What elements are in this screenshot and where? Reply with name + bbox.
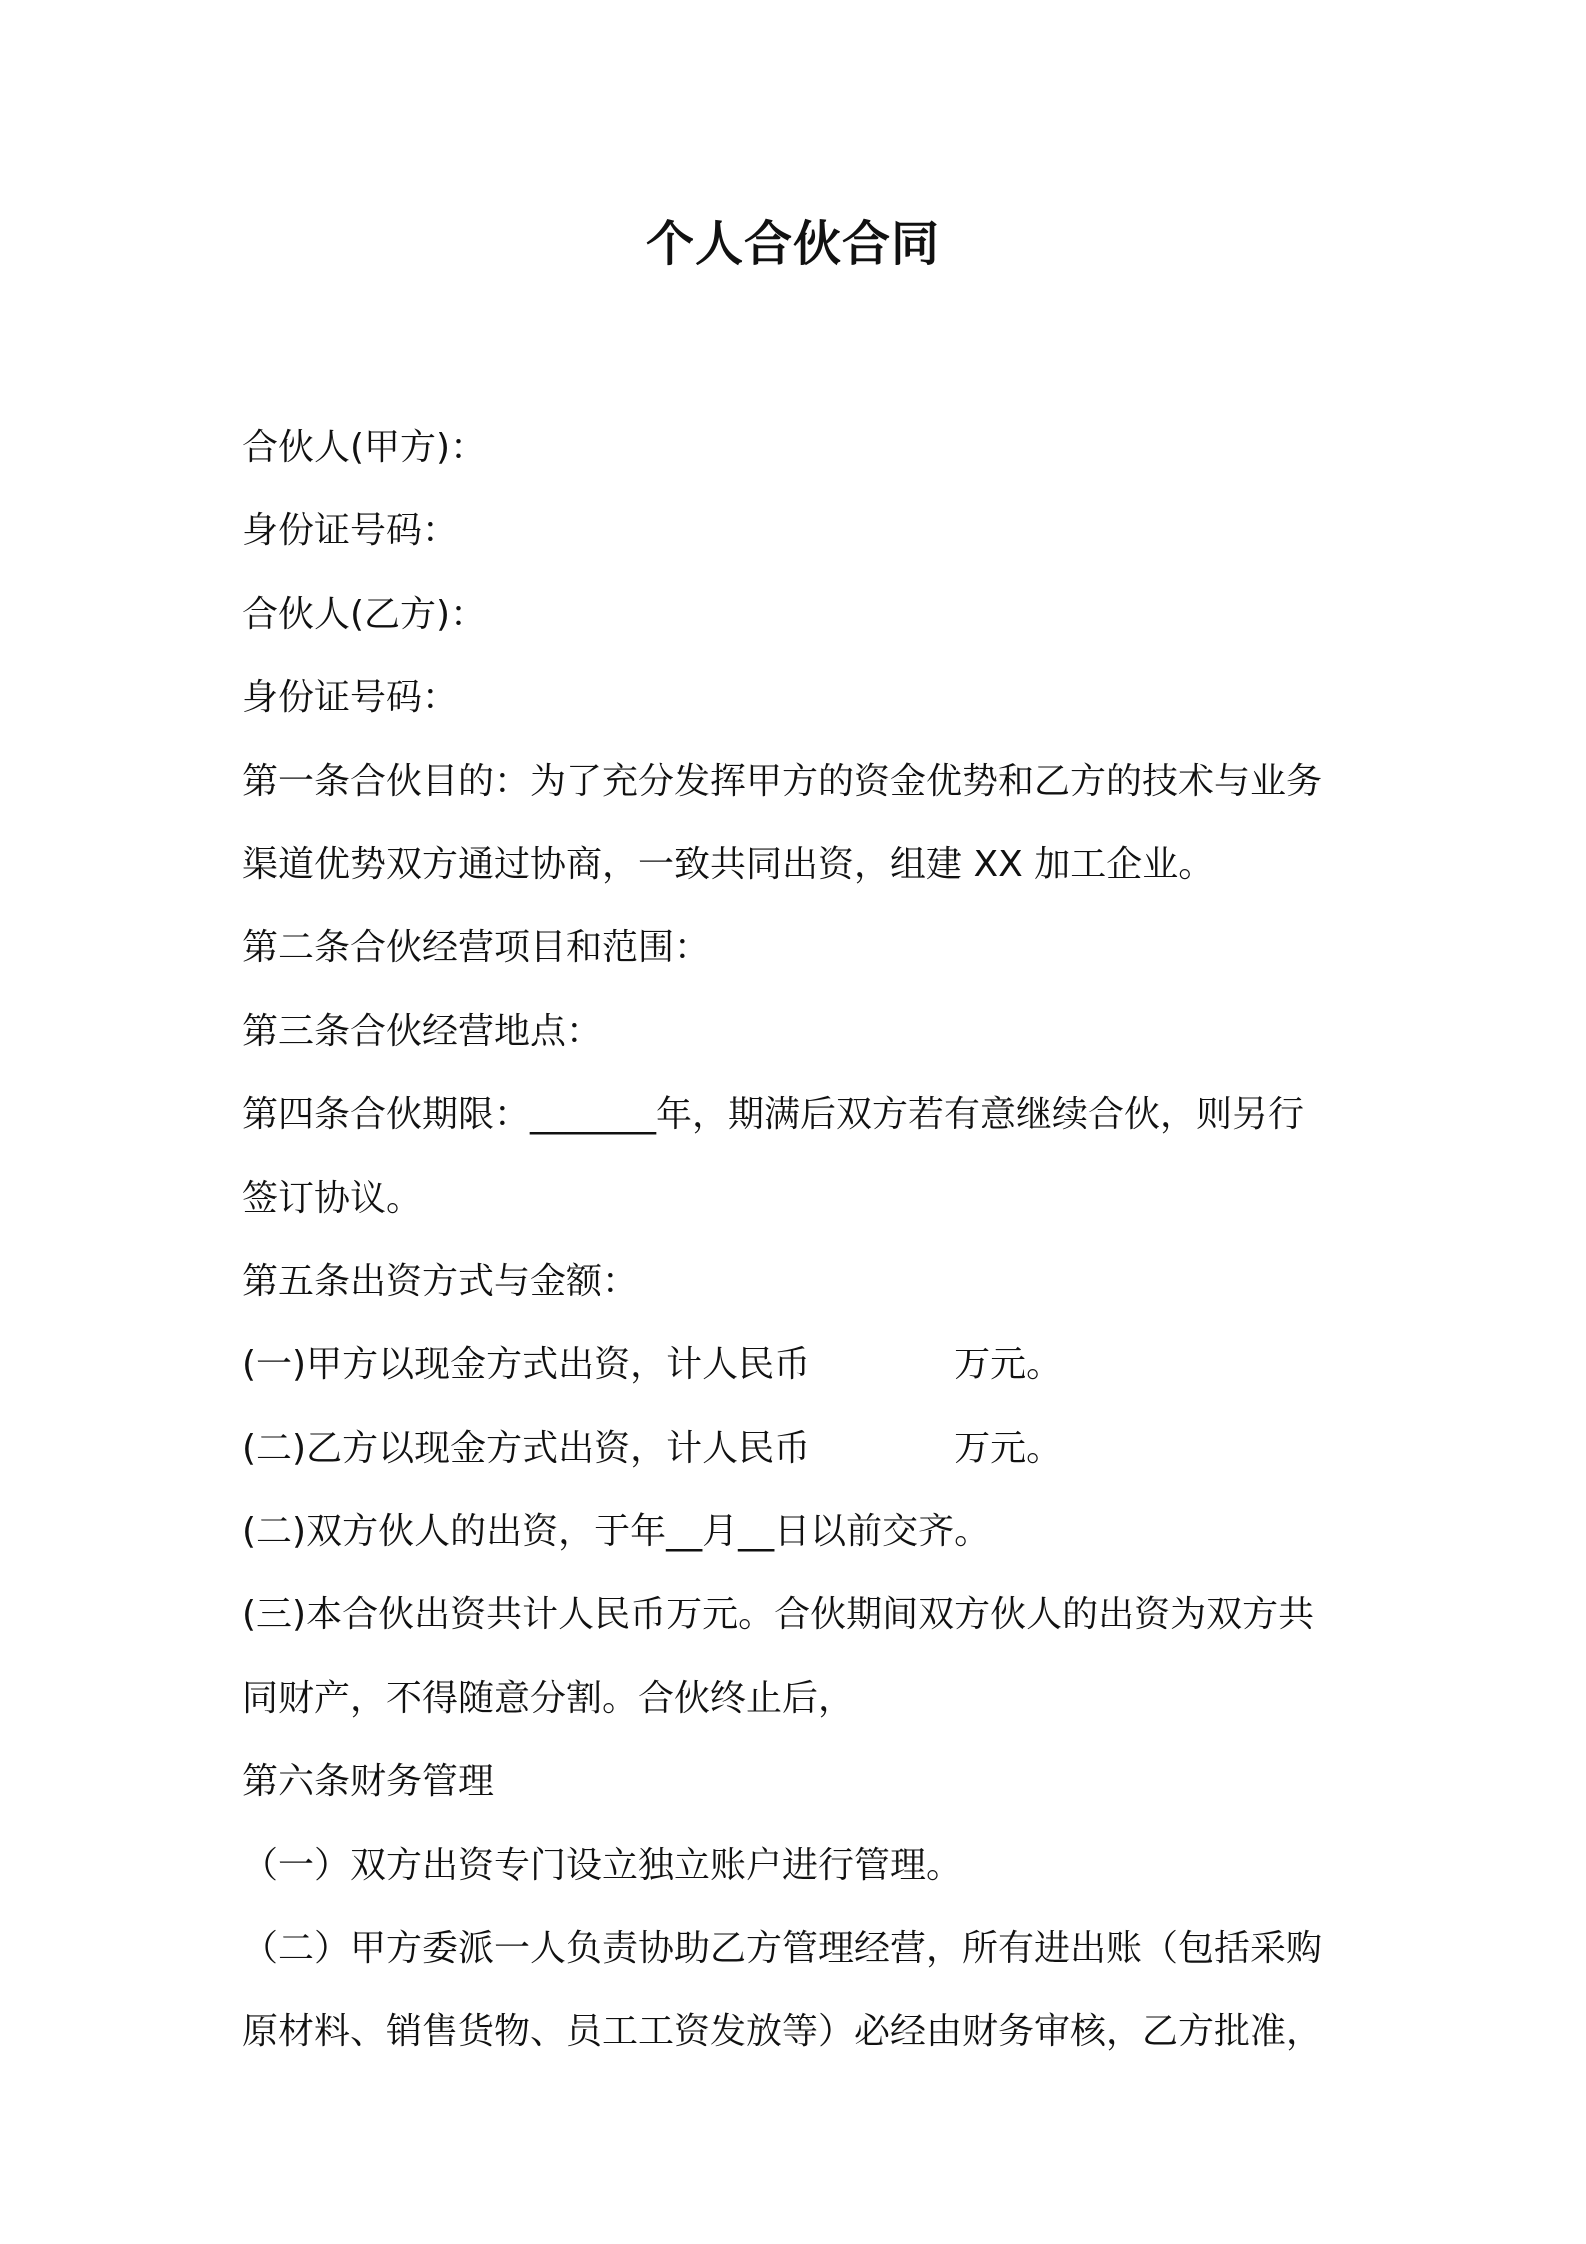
article-1-line-1: 第一条合伙目的：为了充分发挥甲方的资金优势和乙方的技术与业务 (242, 760, 1323, 802)
article-3-line: 第三条合伙经营地点： (242, 1010, 603, 1052)
article-6-item-2-line-1: （二）甲方委派一人负责协助乙方管理经营，所有进出账（包括采购 (242, 1928, 1323, 1970)
article-5-heading: 第五条出资方式与金额： (242, 1260, 639, 1302)
article-6-item-2-line-2: 原材料、销售货物、员工工资发放等）必经由财务审核，乙方批准， (242, 2011, 1323, 2053)
article-5-item-4-line-1: (三)本合伙出资共计人民币万元。合伙期间双方伙人的出资为双方共 (242, 1594, 1315, 1636)
article-1-line-2: 渠道优势双方通过协商，一致共同出资，组建 XX 加工企业。 (242, 843, 1215, 885)
article-5-item-4-line-2: 同财产，不得随意分割。合伙终止后， (242, 1677, 855, 1719)
article-6-item-1: （一）双方出资专门设立独立账户进行管理。 (242, 1844, 963, 1886)
party-a-line: 合伙人(甲方)： (242, 427, 487, 468)
document-body (242, 406, 1362, 2074)
article-5-item-2: (二)乙方以现金方式出资，计人民币 万元。 (242, 1427, 1063, 1469)
article-2-line: 第二条合伙经营项目和范围： (242, 927, 711, 969)
party-b-line: 合伙人(乙方)： (242, 593, 487, 635)
party-a-id-line: 身份证号码： (242, 510, 459, 552)
party-b-id-line: 身份证号码： (242, 677, 459, 719)
article-4-line-1: 第四条合伙期限：_______年，期满后双方若有意继续合伙，则另行 (242, 1094, 1305, 1136)
document-title: 个人合伙合同 (645, 216, 940, 272)
article-4-line-2: 签订协议。 (242, 1177, 423, 1219)
article-6-heading: 第六条财务管理 (242, 1761, 495, 1803)
article-5-item-3: (二)双方伙人的出资，于年__月__日以前交齐。 (242, 1511, 991, 1553)
article-5-item-1: (一)甲方以现金方式出资，计人民币 万元。 (242, 1344, 1063, 1386)
